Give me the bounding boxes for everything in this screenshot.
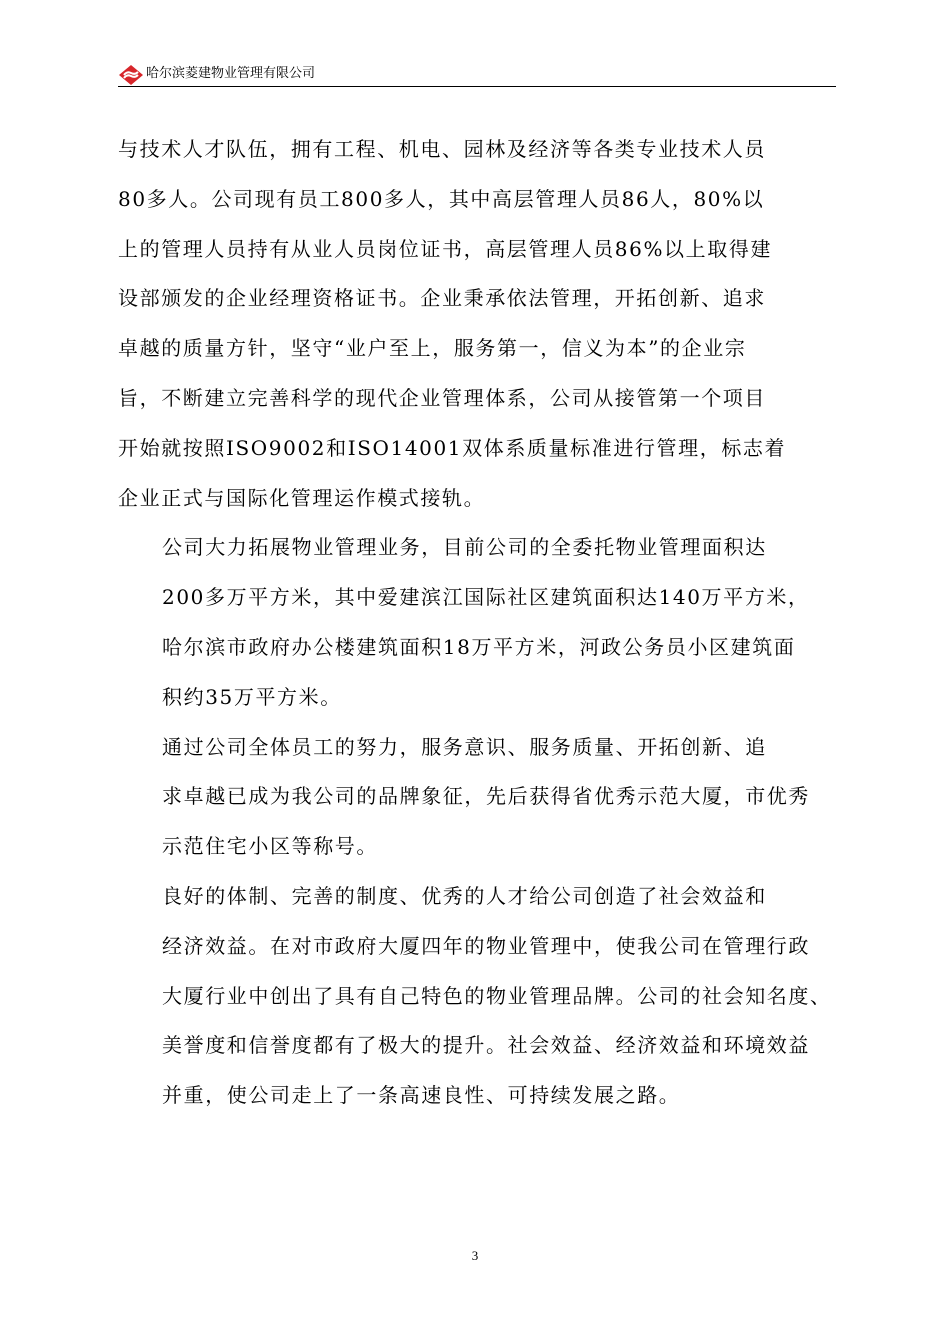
header-divider: [118, 86, 836, 87]
text-line: 大厦行业中创出了具有自己特色的物业管理品牌。公司的社会知名度、: [162, 983, 832, 1008]
text-line: 开始就按照ISO9002和ISO14001双体系质量标准进行管理，标志着: [118, 435, 787, 460]
body-paragraph: [118, 523, 836, 722]
text-line: 并重，使公司走上了一条高速良性、可持续发展之路。: [162, 1083, 681, 1108]
text-line: 旨，不断建立完善科学的现代企业管理体系，公司从接管第一个项目: [118, 385, 766, 410]
text-line: 企业正式与国际化管理运作模式接轨。: [118, 485, 486, 510]
text-line: 良好的体制、完善的制度、优秀的人才给公司创造了社会效益和: [162, 883, 767, 908]
text-line: 积约35万平方米。: [162, 684, 342, 709]
text-line: 与技术人才队伍，拥有工程、机电、园林及经济等各类专业技术人员: [118, 137, 766, 161]
text-line: 设部颁发的企业经理资格证书。企业秉承依法管理，开拓创新、追求: [118, 286, 766, 311]
body-paragraph: [118, 125, 836, 523]
text-line: 示范住宅小区等称号。: [162, 834, 378, 859]
text-line: 卓越的质量方针，坚守“业户至上，服务第一，信义为本”的企业宗: [118, 336, 747, 361]
text-line: 上的管理人员持有从业人员岗位证书，高层管理人员86%以上取得建: [118, 236, 773, 261]
text-line: 哈尔滨市政府办公楼建筑面积18万平方米，河政公务员小区建筑面: [162, 634, 796, 659]
text-line: 80多人。公司现有员工800多人，其中高层管理人员86人，80%以: [118, 186, 765, 211]
text-line: 美誉度和信誉度都有了极大的提升。社会效益、经济效益和环境效益: [162, 1033, 810, 1058]
page-header: [118, 62, 836, 88]
page-number: 3: [471, 1248, 479, 1263]
text-line: 求卓越已成为我公司的品牌象征，先后获得省优秀示范大厦，市优秀: [162, 784, 810, 809]
text-line: 通过公司全体员工的努力，服务意识、服务质量、开拓创新、追: [162, 734, 767, 759]
text-line: 经济效益。在对市政府大厦四年的物业管理中，使我公司在管理行政: [162, 933, 810, 958]
body-paragraph: [118, 723, 836, 872]
body-paragraph: [118, 872, 836, 1121]
company-name: 哈尔滨菱建物业管理有限公司: [146, 66, 316, 81]
text-line: 公司大力拓展物业管理业务，目前公司的全委托物业管理面积达: [162, 535, 767, 560]
text-line: 200多万平方米，其中爱建滨江国际社区建筑面积达140万平方米，: [162, 585, 810, 610]
company-logo-icon: [118, 64, 144, 86]
document-body: [118, 125, 836, 1121]
